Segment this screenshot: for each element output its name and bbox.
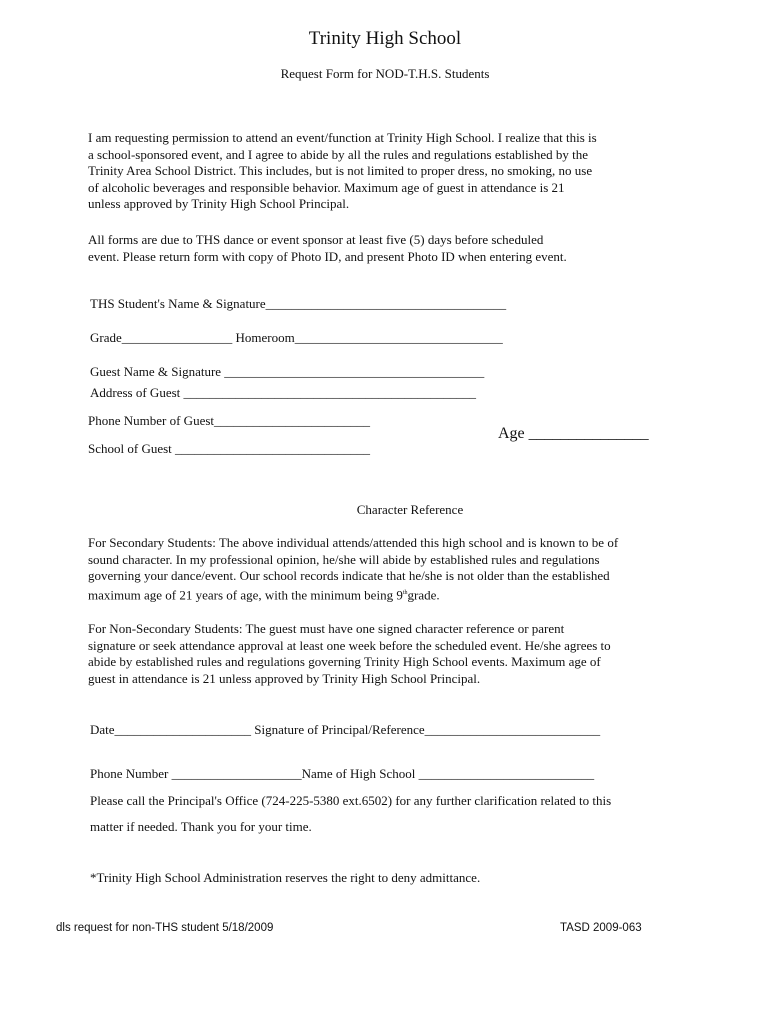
nonsecondary-line: guest in attendance is 21 unless approved by Trinity High School Principal. (88, 670, 481, 686)
footer-left: dls request for non-THS student 5/18/2009 (56, 922, 274, 934)
intro-line: a school-sponsored event, and I agree to abide by all the rules and regulations established by the (88, 146, 588, 162)
phone-school-field[interactable]: Phone Number ____________________Name of High School ___________________________ (90, 766, 595, 781)
secondary-last-end: grade. (407, 586, 440, 602)
nonsecondary-students-paragraph (88, 621, 688, 687)
footer-right: TASD 2009-063 (560, 922, 642, 934)
intro-line: I am requesting permission to attend an event/function at Trinity High School. I realize that this is (88, 130, 597, 145)
intro-paragraph (88, 130, 688, 213)
secondary-line (88, 585, 688, 604)
guest-name-field[interactable]: Guest Name & Signature ________________________________________ (90, 364, 485, 379)
due-paragraph (88, 232, 688, 265)
secondary-line: governing your dance/event. Our school records indicate that he/she is not older than the established (88, 568, 610, 583)
guest-address-field[interactable]: Address of Guest _____________________________________________ (90, 385, 477, 400)
secondary-line: For Secondary Students: The above individual attends/attended this high school and is known to be of (88, 535, 619, 550)
due-line: event. Please return form with copy of Photo ID, and present Photo ID when entering event. (88, 248, 567, 264)
due-line: All forms are due to THS dance or event sponsor at least five (5) days before scheduled (88, 232, 544, 247)
secondary-students-paragraph (88, 535, 688, 603)
page-title: Trinity High School (308, 28, 462, 49)
ordinal-superscript: th (402, 589, 408, 596)
secondary-line: sound character. In my professional opinion, he/she will abide by established rules and regulations (88, 551, 600, 567)
intro-line: Trinity Area School District. This includes, but is not limited to proper dress, no smoking, no use (88, 163, 593, 178)
intro-line: unless approved by Trinity High School Principal. (88, 196, 350, 211)
form-subtitle: Request Form for NOD-T.H.S. Students (280, 66, 490, 81)
guest-school-field[interactable]: School of Guest ______________________________ (88, 441, 371, 456)
call-principal-line-2: matter if needed. Thank you for your time. (90, 819, 312, 834)
call-principal-line: Please call the Principal's Office (724-225-5380 ext.6502) for any further clarification related to this (90, 793, 612, 808)
guest-phone-field[interactable]: Phone Number of Guest________________________ (88, 413, 371, 428)
intro-line: of alcoholic beverages and responsible behavior. Maximum age of guest in attendance is 21 (88, 179, 565, 195)
date-signature-field[interactable]: Date_____________________ Signature of Principal/Reference___________________________ (90, 722, 601, 737)
character-reference-heading: Character Reference (356, 502, 464, 517)
admittance-notice: *Trinity High School Administration reserves the right to deny admittance. (90, 870, 481, 885)
nonsecondary-line: For Non-Secondary Students: The guest must have one signed character reference or parent (88, 621, 565, 636)
secondary-last-text: maximum age of 21 years of age, with the minimum being 9 (88, 586, 403, 602)
nonsecondary-line: signature or seek attendance approval at least one week before the scheduled event. He/she agrees to (88, 637, 611, 653)
student-name-field[interactable]: THS Student's Name & Signature_____________________________________ (90, 296, 507, 311)
nonsecondary-line: abide by established rules and regulations governing Trinity High School events. Maximum age of (88, 654, 601, 669)
guest-age-field[interactable]: Age _______________ (498, 425, 649, 442)
grade-homeroom-field[interactable]: Grade_________________ Homeroom________________________________ (90, 330, 503, 345)
